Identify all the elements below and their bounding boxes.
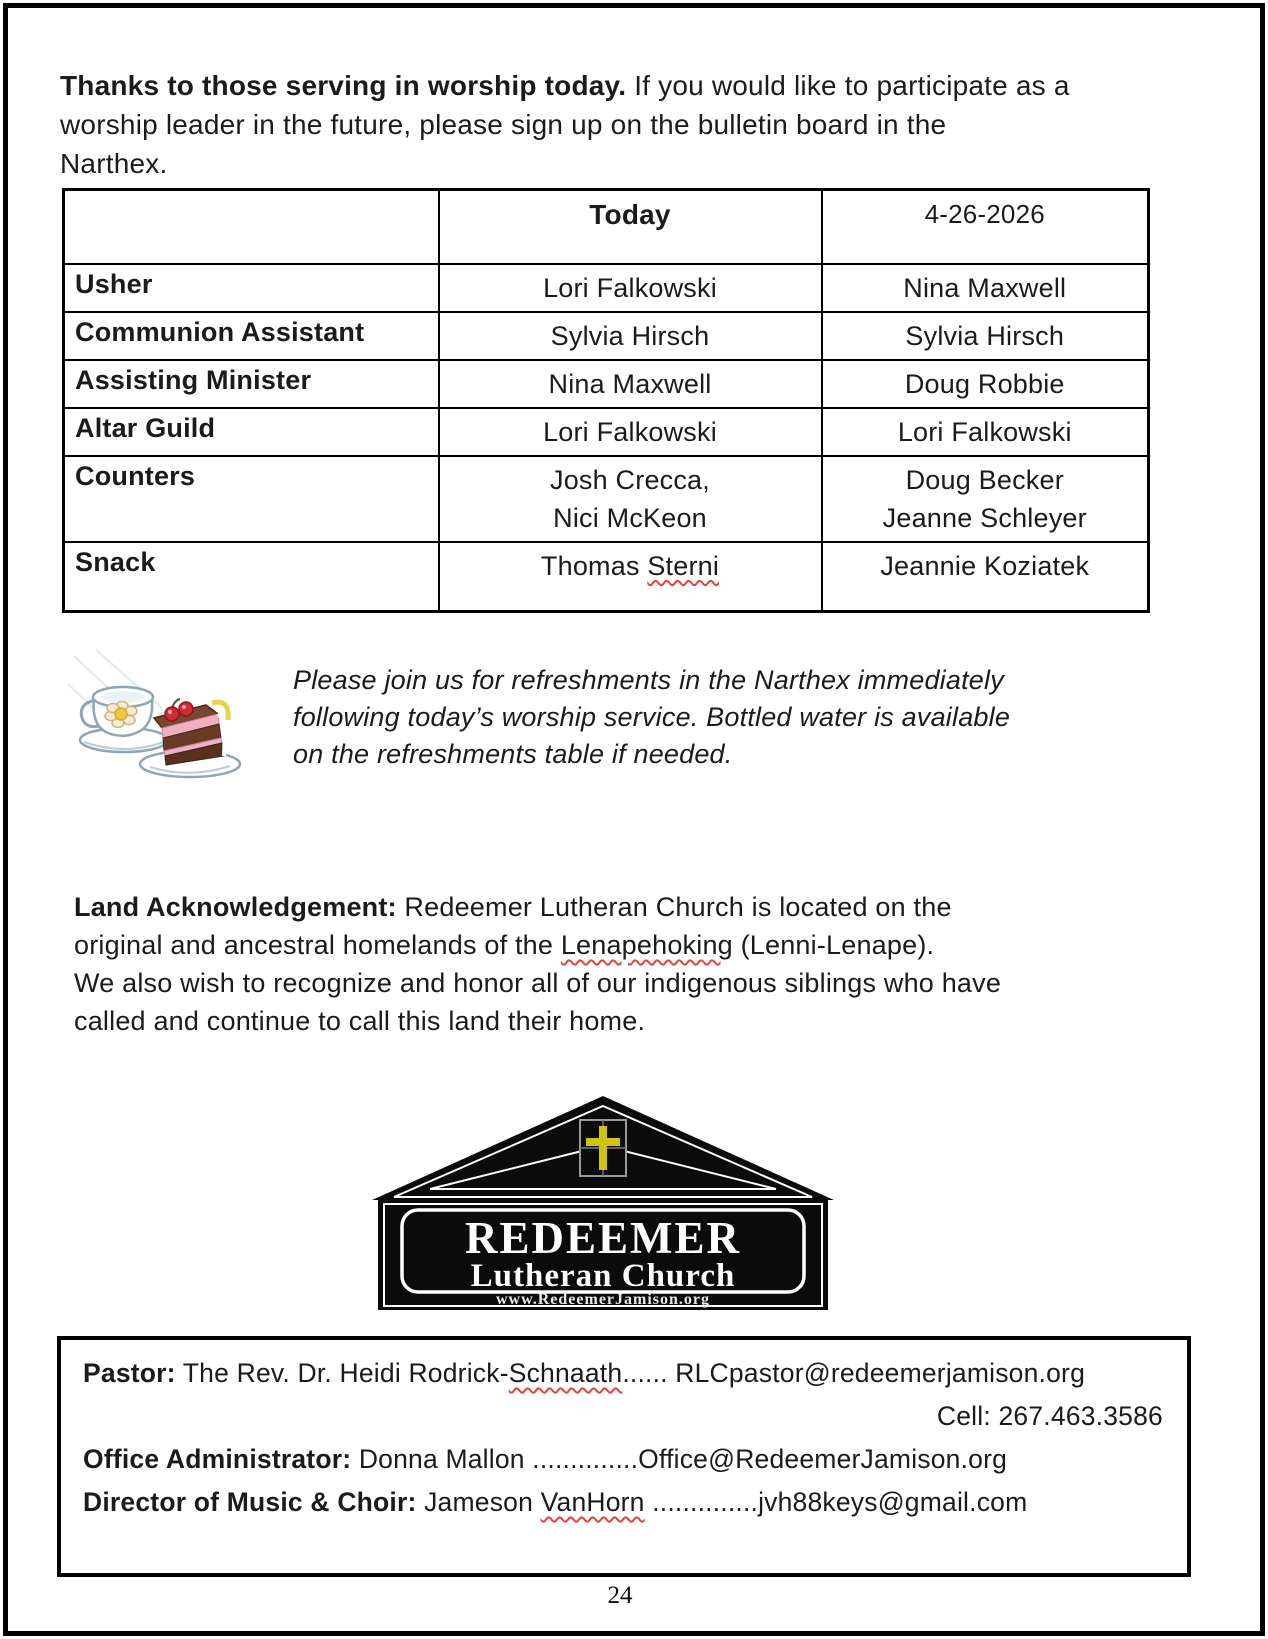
- text-line: [293, 662, 1143, 699]
- table-header-row: [64, 190, 1149, 264]
- text-line: [829, 499, 1142, 537]
- text-segment: Land Acknowledgement:: [74, 892, 397, 922]
- header-today: Today: [439, 190, 822, 264]
- row-label: Assisting Minister: [64, 360, 439, 408]
- text-segment: worship leader in the future, please sign up on the bulletin board in the: [60, 109, 947, 140]
- text-segment: Jameson: [416, 1487, 541, 1517]
- contact-line: [83, 1438, 1163, 1481]
- text-segment: Pastor:: [83, 1358, 176, 1388]
- row-label: Snack: [64, 542, 439, 612]
- cell-next-week: [822, 456, 1149, 542]
- text-segment: Schnaath: [508, 1358, 623, 1388]
- table-row: [64, 456, 1149, 542]
- text-segment: following today’s worship service. Bottled water is available: [293, 702, 1011, 732]
- page-number: 24: [607, 1582, 633, 1609]
- text-segment: Director of Music & Choir:: [83, 1487, 417, 1517]
- text-segment: Nina Maxwell: [548, 368, 712, 399]
- contact-line: [83, 1481, 1163, 1524]
- row-label: Altar Guild: [64, 408, 439, 456]
- text-line: [829, 317, 1142, 355]
- text-segment: on the refreshments table if needed.: [293, 739, 733, 769]
- cell-today: [439, 312, 822, 360]
- text-line: [74, 1002, 1154, 1040]
- text-line: [829, 365, 1142, 403]
- contact-info-box: [57, 1336, 1191, 1577]
- text-segment: Office Administrator:: [83, 1444, 352, 1474]
- text-line: [293, 736, 1143, 773]
- text-line: [829, 461, 1142, 499]
- text-segment: ...... RLCpastor@redeemerjamison.org: [622, 1358, 1086, 1388]
- text-line: [60, 105, 1160, 144]
- text-segment: Donna Mallon ..............Office@RedeemerJamison.org: [351, 1444, 1008, 1474]
- text-line: [446, 317, 815, 355]
- text-line: [446, 499, 815, 537]
- table-row: [64, 312, 1149, 360]
- text-segment: Lori Falkowski: [897, 416, 1072, 447]
- text-segment: Lori Falkowski: [543, 272, 717, 303]
- logo-subtitle: Lutheran Church: [470, 1258, 736, 1294]
- logo-title: REDEEMER: [464, 1213, 742, 1263]
- text-segment: Lori Falkowski: [543, 416, 717, 447]
- cell-next-week: [822, 264, 1149, 312]
- header-date: 4-26-2026: [822, 190, 1149, 264]
- text-line: [293, 699, 1143, 736]
- intro-paragraph: [60, 66, 1160, 183]
- text-line: [829, 269, 1142, 307]
- gable-window: [580, 1120, 626, 1176]
- text-segment: Doug Becker: [905, 464, 1064, 495]
- row-label: Usher: [64, 264, 439, 312]
- text-segment: Nici McKeon: [553, 502, 707, 533]
- cell-today: [439, 408, 822, 456]
- text-line: [60, 144, 1160, 183]
- serving-roster-table: [62, 188, 1150, 613]
- text-segment: Narthex.: [60, 148, 168, 179]
- teacup-and-cake-clipart: [66, 648, 246, 788]
- cell-next-week: [822, 312, 1149, 360]
- cake-slice: [154, 699, 228, 765]
- text-segment: Jeanne Schleyer: [882, 502, 1087, 533]
- table-row: [64, 360, 1149, 408]
- text-segment: Sylvia Hirsch: [550, 320, 710, 351]
- text-line: [446, 547, 815, 585]
- row-label: Communion Assistant: [64, 312, 439, 360]
- header-role-blank: [64, 190, 439, 264]
- text-line: [829, 547, 1142, 585]
- table-row: [64, 542, 1149, 612]
- church-sign-logo: [372, 1096, 834, 1314]
- text-segment: Please join us for refreshments in the Narthex immediately: [293, 665, 1004, 695]
- text-segment: original and ancestral homelands of the: [74, 930, 561, 960]
- text-line: [829, 413, 1142, 451]
- text-line: [74, 888, 1154, 926]
- land-acknowledgement-paragraph: [74, 888, 1154, 1040]
- text-segment: ..............jvh88keys@gmail.com: [644, 1487, 1028, 1517]
- text-line: [446, 461, 815, 499]
- row-label: Counters: [64, 456, 439, 542]
- table-row: [64, 408, 1149, 456]
- contact-line: [83, 1395, 1163, 1438]
- text-segment: Josh Crecca,: [550, 464, 710, 495]
- text-segment: If you would like to participate as a: [626, 70, 1070, 101]
- text-line: [446, 413, 815, 451]
- text-segment: VanHorn: [540, 1487, 645, 1517]
- cell-today: [439, 264, 822, 312]
- table-row: [64, 264, 1149, 312]
- text-segment: Thanks to those serving in worship today.: [60, 70, 627, 101]
- text-line: [60, 66, 1160, 105]
- text-segment: Nina Maxwell: [903, 272, 1067, 303]
- text-segment: (Lenni-Lenape).: [732, 930, 935, 960]
- text-segment: Redeemer Lutheran Church is located on the: [396, 892, 952, 922]
- teacup: [81, 687, 153, 736]
- cell-next-week: [822, 542, 1149, 612]
- cell-next-week: [822, 408, 1149, 456]
- text-segment: Jeannie Koziatek: [880, 550, 1090, 581]
- cell-today: [439, 542, 822, 612]
- cell-today: [439, 456, 822, 542]
- text-segment: Doug Robbie: [904, 368, 1065, 399]
- text-line: [74, 926, 1154, 964]
- sign-roof: [372, 1096, 834, 1200]
- text-segment: We also wish to recognize and honor all of our indigenous siblings who have: [74, 968, 1002, 998]
- contact-line: [83, 1352, 1163, 1395]
- text-line: [446, 365, 815, 403]
- text-segment: called and continue to call this land their home.: [74, 1006, 646, 1036]
- text-segment: The Rev. Dr. Heidi Rodrick-: [175, 1358, 509, 1388]
- refreshments-paragraph: [293, 662, 1143, 773]
- text-line: [446, 269, 815, 307]
- text-segment: Sterni: [647, 550, 720, 581]
- cell-today: [439, 360, 822, 408]
- text-segment: Thomas: [540, 550, 648, 581]
- text-line: [74, 964, 1154, 1002]
- sign-body: [378, 1200, 828, 1310]
- logo-website-url: www.RedeemerJamison.org: [495, 1291, 711, 1308]
- text-segment: Sylvia Hirsch: [905, 320, 1065, 351]
- cell-next-week: [822, 360, 1149, 408]
- text-segment: Cell: 267.463.3586: [936, 1401, 1163, 1431]
- text-segment: Lenapehoking: [560, 930, 733, 960]
